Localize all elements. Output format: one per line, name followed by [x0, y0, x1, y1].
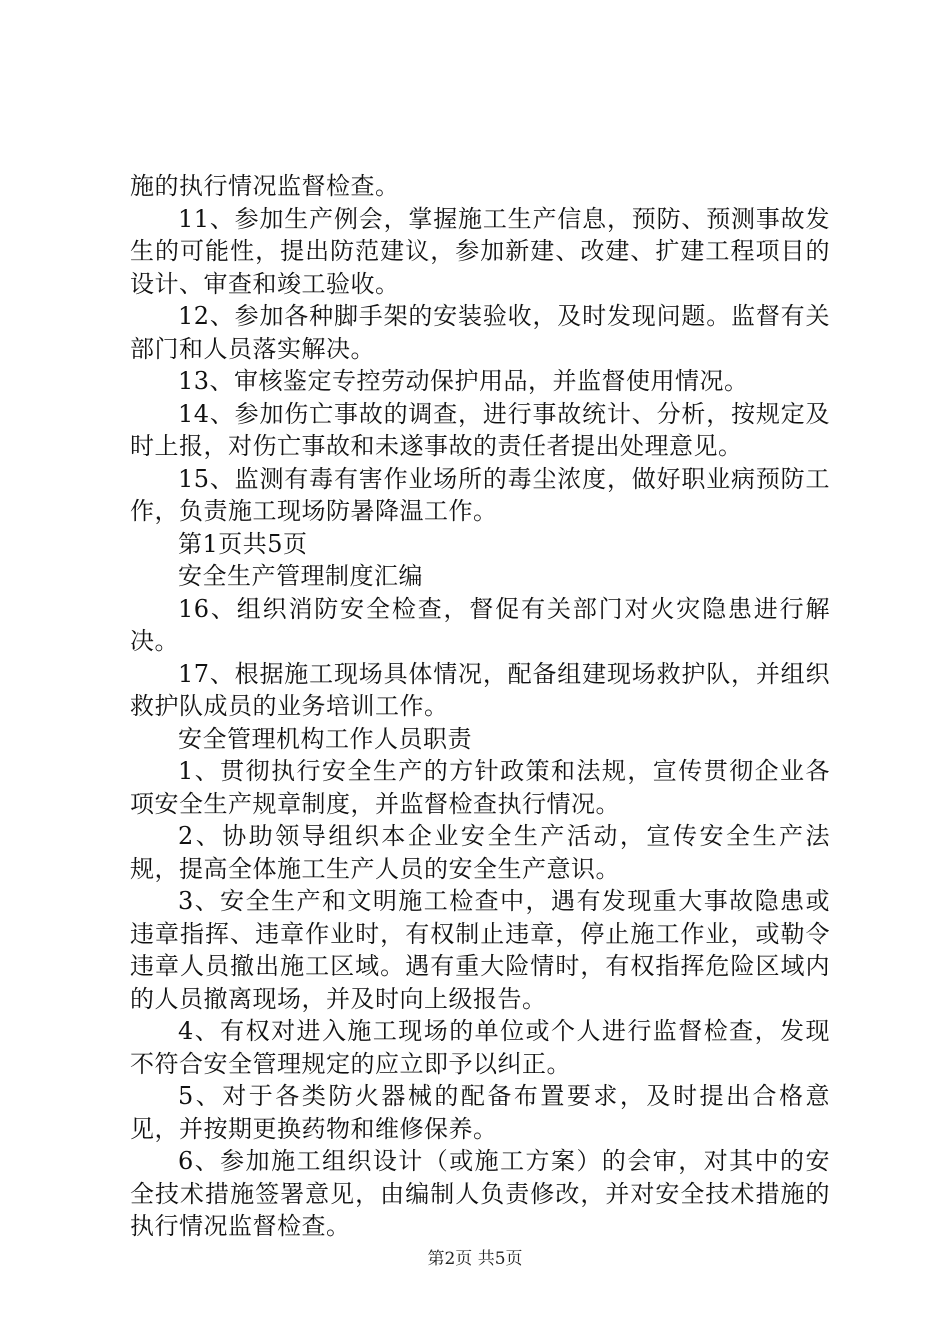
paragraph: 3、安全生产和文明施工检查中，遇有发现重大事故隐患或违章指挥、违章作业时，有权制止违章，停止施工作业，或勒令违章人员撤出施工区域。遇有重大险情时，有权指挥危险区域内的人员撤离现场，并及时向上级报告。 — [130, 887, 830, 1013]
paragraph: 13、审核鉴定专控劳动保护用品，并监督使用情况。 — [178, 367, 749, 395]
paragraph: 2、协助领导组织本企业安全生产活动，宣传安全生产法规，提高全体施工生产人员的安全生产意识。 — [130, 822, 830, 883]
paragraph: 安全管理机构工作人员职责 — [178, 724, 472, 753]
paragraph: 安全生产管理制度汇编 — [178, 562, 423, 590]
paragraph: 6、参加施工组织设计（或施工方案）的会审，对其中的安全技术措施签署意见，由编制人负责修改，并对安全技术措施的执行情况监督检查。 — [130, 1147, 830, 1240]
paragraph: 第1页共5页 — [178, 529, 308, 558]
paragraph: 施的执行情况监督检查。 — [130, 172, 400, 200]
paragraph: 11、参加生产例会，掌握施工生产信息，预防、预测事故发生的可能性，提出防范建议，参加新建、改建、扩建工程项目的设计、审查和竣工验收。 — [130, 204, 830, 298]
document-body — [130, 170, 830, 1243]
paragraph: 16、组织消防安全检查，督促有关部门对火灾隐患进行解决。 — [130, 594, 830, 655]
paragraph: 5、对于各类防火器械的配备布置要求，及时提出合格意见，并按期更换药物和维修保养。 — [130, 1082, 830, 1143]
paragraph: 1、贯彻执行安全生产的方针政策和法规，宣传贯彻企业各项安全生产规章制度，并监督检查执行情况。 — [130, 757, 830, 818]
paragraph: 12、参加各种脚手架的安装验收，及时发现问题。监督有关部门和人员落实解决。 — [130, 302, 830, 363]
paragraph: 17、根据施工现场具体情况，配备组建现场救护队，并组织救护队成员的业务培训工作。 — [130, 659, 830, 720]
paragraph: 4、有权对进入施工现场的单位或个人进行监督检查，发现不符合安全管理规定的应立即予以纠正。 — [130, 1017, 830, 1078]
page-footer: 第2页 共5页 — [427, 1249, 523, 1269]
paragraph: 15、监测有毒有害作业场所的毒尘浓度，做好职业病预防工作，负责施工现场防暑降温工作。 — [130, 464, 830, 525]
paragraph: 14、参加伤亡事故的调查，进行事故统计、分析，按规定及时上报，对伤亡事故和未遂事故的责任者提出处理意见。 — [130, 399, 830, 460]
